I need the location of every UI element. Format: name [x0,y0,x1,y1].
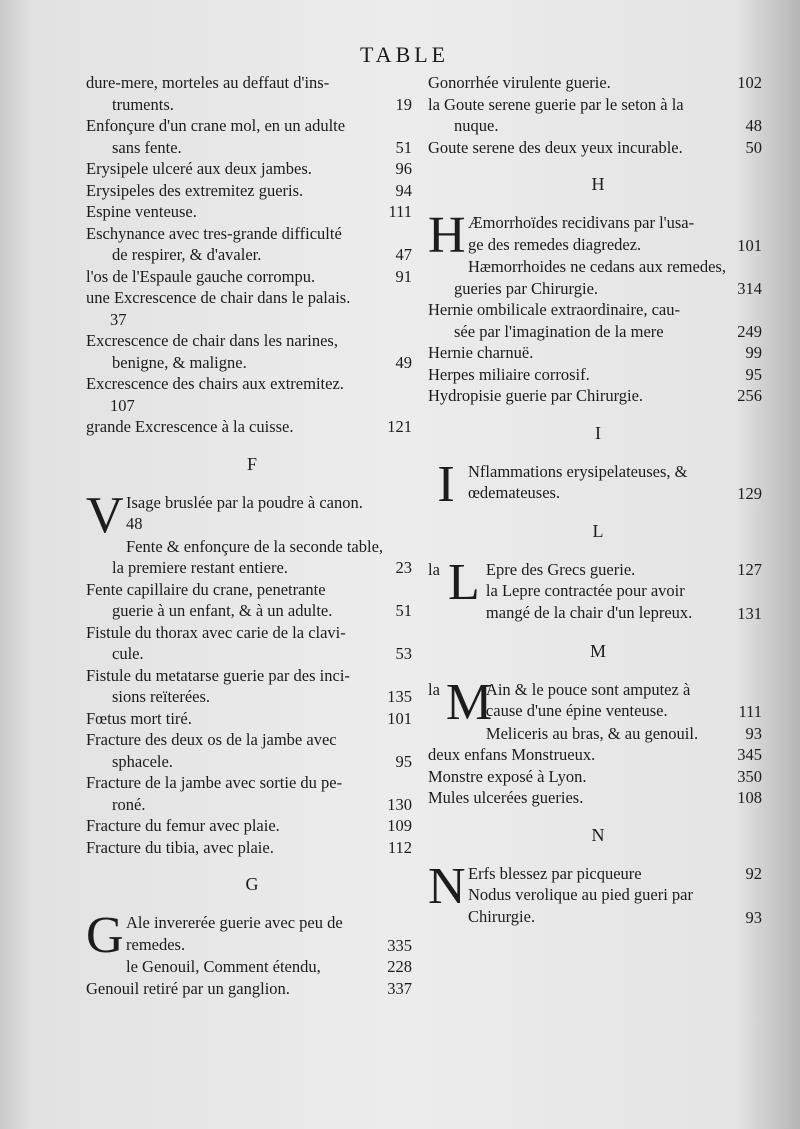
page-number: 135 [387,687,412,706]
page-number: 94 [395,180,412,200]
index-entry: Hydropisie guerie par Chirurgie. 256 [428,386,762,405]
drop-cap-entry: H Æmorrhoïdes recidivans par l'usa- ge des remedes diagredez. 101 [428,207,762,264]
page-number: 49 [395,352,412,372]
page-number: 19 [395,94,412,114]
index-entry: Goute serene des deux yeux incurable. 50 [428,137,762,157]
drop-cap: I [437,455,455,513]
page-number: 107 [110,395,135,415]
index-entry: l'os de l'Espaule gauche corrompu. 91 [86,266,412,286]
index-entry: Herpes miliaire corrosif. 95 [428,364,762,384]
page-number: 131 [737,604,762,623]
index-entry: Fente capillaire du crane, penetrante guerie à un enfant, & à un adulte. 51 [86,579,412,620]
index-entry: Fracture du femur avec plaie. 109 [86,816,412,835]
page-number: 92 [745,863,762,883]
page-number: 102 [737,73,762,92]
drop-cap-entry: I Nflammations erysipelateuses, & œdemateuses. 129 [428,461,768,505]
page-number: 121 [387,417,412,436]
page-number: 23 [395,558,412,577]
index-entry: Enfonçure d'un crane mol, en un adulte sans fente. 51 [86,116,412,157]
page-number: 345 [737,745,762,764]
index-entry: Excrescence de chair dans les narines, benigne, & maligne. 49 [86,331,412,372]
page-number: 101 [387,708,412,728]
page-number: 109 [387,816,412,835]
page-number: 111 [738,702,762,721]
drop-cap: N [428,857,466,915]
page-number: 93 [745,908,762,927]
index-entry: Fistule du metatarse guerie par des inci- sions reïterées. 135 [86,665,412,706]
page-number: 95 [745,364,762,384]
right-column [428,72,768,929]
index-entry: deux enfans Monstrueux. 345 [428,745,762,764]
page-number: 249 [737,321,762,341]
page-number: 112 [387,837,412,857]
drop-cap: M [445,673,493,731]
page-number: 48 [126,514,143,533]
page-number: 127 [737,559,762,579]
page-header: TABLE [360,42,450,67]
index-entry: Genouil retiré par un ganglion. 337 [86,978,412,998]
index-entry: Hernie ombilicale extraordinaire, cau- sée par l'imagination de la mere 249 [428,300,762,341]
section-letter-m: M [589,640,606,661]
page-number: 228 [387,957,412,976]
page-number: 350 [737,766,762,786]
index-entry: Fente & enfonçure de la seconde table, la premiere restant entiere. 23 [112,536,412,577]
page-number: 256 [737,386,762,405]
section-letter-h: H [591,174,605,194]
drop-cap-entry: V Isage bruslée par la poudre à canon. 48 [86,486,363,544]
drop-cap-entry: la M Ain & le pouce sont amputez à cause d'une épine venteuse. 111 [428,673,762,731]
index-entry: Fœtus mort tiré. 101 [86,708,412,728]
left-column [86,72,418,999]
page-number: 50 [745,137,762,157]
index-entry: Erysipeles des extremitez gueris. 94 [86,180,412,200]
page-number: 337 [387,978,412,998]
page-number: 37 [110,309,127,329]
drop-cap: V [86,486,124,544]
drop-cap-entry: N Erfs blessez par picqueure 92 Nodus verolique au pied gueri par Chirurgie. 93 [428,857,762,927]
index-entry: une Excrescence de chair dans le palais. 37 [86,287,418,330]
page-number: 95 [395,751,412,771]
index-entry: Gonorrhée virulente guerie. 102 [428,73,762,92]
page-number: 47 [395,245,412,264]
index-entry: Hæmorrhoides ne cedans aux remedes, gueries par Chirurgie. 314 [454,257,762,298]
page-number: 129 [737,484,762,503]
page-number: 51 [395,601,412,620]
index-entry: Fracture de la jambe avec sortie du pe- roné. 130 [86,773,412,814]
index-entry: Mules ulcerées gueries. 108 [428,788,762,807]
index-entry: Excrescence des chairs aux extremitez. 107 [86,373,418,416]
page-number: 53 [395,644,412,663]
drop-cap: H [428,207,466,264]
page-number: 111 [388,202,412,221]
section-letter-f: F [246,453,257,474]
index-entry: Erysipele ulceré aux deux jambes. 96 [86,159,412,178]
drop-cap-entry: la L Epre des Grecs guerie. 127 la Lepre contractée pour avoir mangé de la chair d'un lepreux. 131 [428,553,762,623]
index-entry: Eschynance avec tres-grande difficulté de respirer, & d'avaler. 47 [86,223,412,264]
index-entry: Monstre exposé à Lyon. 350 [428,766,762,786]
page-number: 51 [395,137,412,157]
page-number: 48 [745,116,762,135]
index-entry: Hernie charnuë. 99 [428,343,762,362]
index-entry: Meliceris au bras, & au genouil. 93 [485,723,762,743]
page-number: 108 [737,788,762,807]
index-entry: Fracture du tibia, avec plaie. 112 [86,837,412,857]
page-number: 93 [745,723,762,743]
page-number: 91 [395,266,412,286]
drop-cap: L [448,553,480,611]
index-entry: Espine venteuse. 111 [86,202,412,221]
section-letter-g: G [245,874,259,894]
page-number: 96 [395,159,412,178]
drop-cap-entry: G Ale invererée guerie avec peu de remedes. 335 [86,907,412,964]
index-entry: le Genouil, Comment étendu, 228 [126,957,412,976]
page-number: 314 [737,278,762,298]
drop-cap: G [86,907,124,964]
section-letter-l: L [592,520,604,541]
page-number: 130 [387,794,412,814]
index-entry: la Goute serene guerie par le seton à la nuque. 48 [428,94,762,135]
section-letter-i: I [595,422,601,443]
index-entry: Fracture des deux os de la jambe avec sphacele. 95 [86,730,412,771]
index-entry: grande Excrescence à la cuisse. 121 [86,417,412,436]
page-number: 101 [737,235,762,255]
page-number: 335 [387,935,412,955]
section-letter-n: N [591,824,605,845]
index-entry: Fistule du thorax avec carie de la clavi- cule. 53 [86,622,412,663]
page-number: 99 [745,343,762,362]
index-entry: dure-mere, morteles au deffaut d'ins- truments. 19 [86,73,412,114]
